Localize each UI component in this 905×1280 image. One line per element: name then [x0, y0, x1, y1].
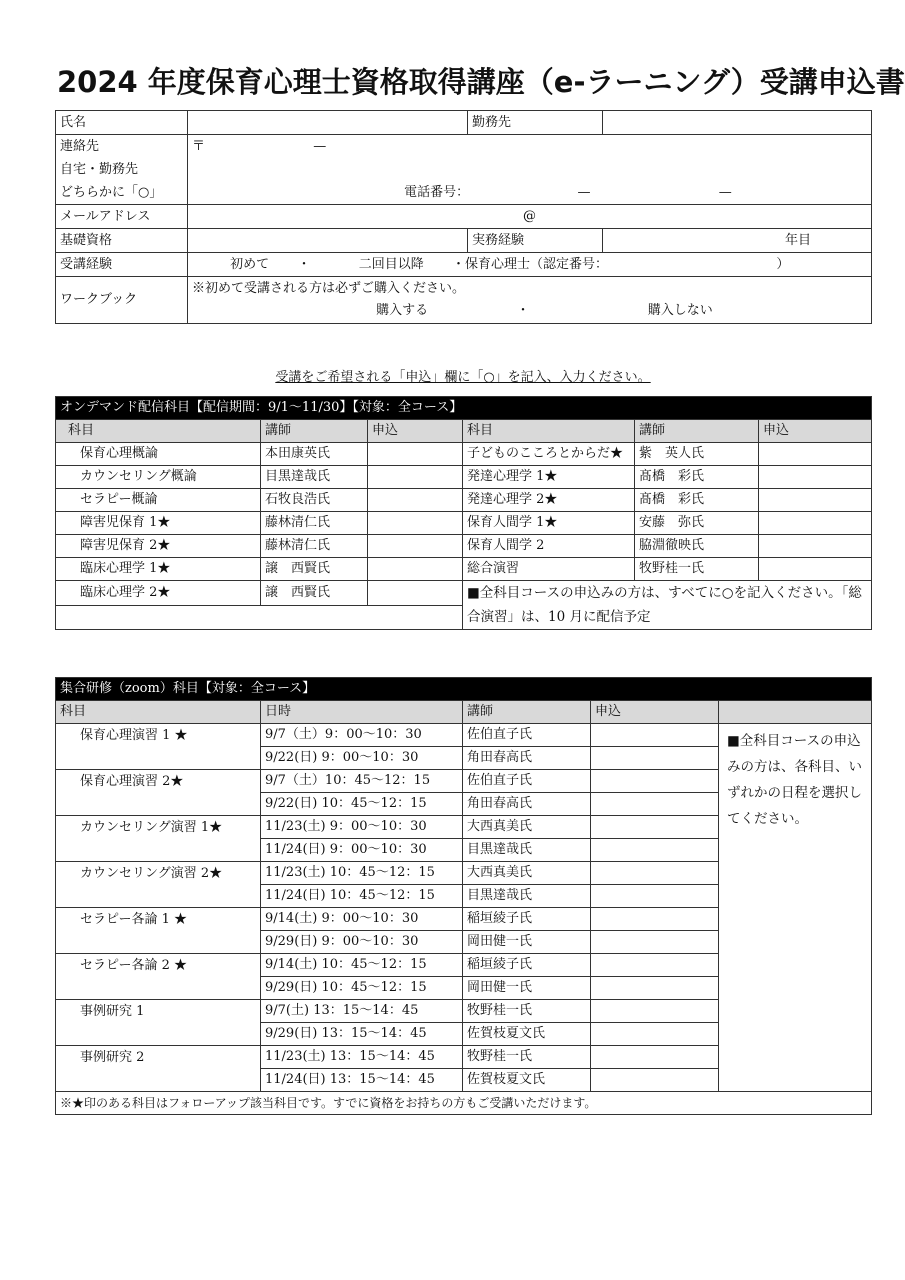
teacher-cell: 目黒達哉氏 — [261, 466, 368, 489]
teacher-cell: 佐伯直子氏 — [463, 770, 591, 793]
zoom-col-date: 日時 — [261, 701, 463, 724]
table-row — [56, 535, 872, 558]
name-label: 氏名 — [56, 111, 188, 135]
apply-cell[interactable] — [591, 1046, 719, 1069]
date-cell: 9/22(日) 10：45～12：15 — [261, 793, 463, 816]
teacher-cell: 岡田健一氏 — [463, 931, 591, 954]
address-field[interactable] — [188, 158, 872, 181]
teacher-cell: 佐賀枝夏文氏 — [463, 1069, 591, 1092]
subject-cell: 臨床心理学 2★ — [56, 581, 261, 606]
teacher-cell: 牧野桂一氏 — [463, 1000, 591, 1023]
history-separator: ・ — [297, 256, 311, 272]
table-row — [56, 724, 872, 747]
apply-cell[interactable] — [368, 512, 463, 535]
practice-experience-label: 実務経験 — [468, 229, 603, 253]
apply-cell[interactable] — [368, 466, 463, 489]
teacher-cell: 大西真美氏 — [463, 862, 591, 885]
teacher-cell: 佐伯直子氏 — [463, 724, 591, 747]
table-row — [56, 443, 872, 466]
apply-cell[interactable] — [591, 885, 719, 908]
teacher-cell: 角田春高氏 — [463, 793, 591, 816]
subject-cell: 子どものこころとからだ★ — [463, 443, 635, 466]
ondemand-col-subject-2: 科目 — [463, 420, 635, 443]
apply-cell[interactable] — [591, 954, 719, 977]
workbook-note: ※初めて受講される方は必ずご購入ください。 — [192, 281, 466, 296]
date-cell: 9/7（土）10：45～12：15 — [261, 770, 463, 793]
date-cell: 9/7(土) 13：15～14：45 — [261, 1000, 463, 1023]
table-row — [56, 581, 872, 606]
date-cell: 9/29(日) 10：45～12：15 — [261, 977, 463, 1000]
zoom-col-blank — [719, 701, 872, 724]
history-second-option[interactable]: 二回目以降 — [358, 256, 424, 272]
zoom-table — [55, 677, 872, 1115]
apply-cell[interactable] — [591, 793, 719, 816]
phone-dash-2: — — [718, 184, 732, 200]
teacher-cell: 稲垣綾子氏 — [463, 954, 591, 977]
subject-cell: 障害児保育 2★ — [56, 535, 261, 558]
teacher-cell: 牧野桂一氏 — [635, 558, 759, 581]
apply-cell[interactable] — [759, 443, 872, 466]
date-cell: 11/24(日) 9：00～10：30 — [261, 839, 463, 862]
subject-cell: 臨床心理学 1★ — [56, 558, 261, 581]
email-field[interactable] — [188, 205, 872, 229]
table-row — [56, 558, 872, 581]
teacher-cell: 岡田健一氏 — [463, 977, 591, 1000]
apply-cell[interactable] — [591, 747, 719, 770]
apply-cell[interactable] — [591, 816, 719, 839]
empty-cell — [56, 605, 463, 630]
email-label: メールアドレス — [56, 205, 188, 229]
date-cell: 9/22(日) 9：00～10：30 — [261, 747, 463, 770]
ondemand-col-apply: 申込 — [368, 420, 463, 443]
teacher-cell: 牧野桂一氏 — [463, 1046, 591, 1069]
apply-cell[interactable] — [759, 558, 872, 581]
apply-cell[interactable] — [591, 977, 719, 1000]
subject-cell: 発達心理学 2★ — [463, 489, 635, 512]
apply-cell[interactable] — [591, 862, 719, 885]
apply-cell[interactable] — [759, 489, 872, 512]
subject-cell: 保育心理概論 — [56, 443, 261, 466]
zoom-header: 集合研修（zoom）科目【対象：全コース】 — [56, 678, 872, 701]
apply-cell[interactable] — [759, 466, 872, 489]
subject-cell: セラピー各論 2 ★ — [56, 954, 261, 1000]
date-cell: 11/23(土) 9：00～10：30 — [261, 816, 463, 839]
postal-mark: 〒 — [192, 138, 206, 154]
basic-qualification-field[interactable] — [188, 229, 468, 253]
phone-label: 電話番号： — [404, 184, 470, 200]
date-cell: 11/24(日) 10：45～12：15 — [261, 885, 463, 908]
table-row — [56, 466, 872, 489]
ondemand-header: オンデマンド配信科目【配信期間：9/1～11/30】【対象：全コース】 — [56, 397, 872, 420]
page-title: 2024 年度保育心理士資格取得講座（e-ラーニング）受講申込書 — [57, 65, 905, 99]
history-close-paren: ） — [776, 256, 790, 272]
apply-cell[interactable] — [368, 535, 463, 558]
history-options[interactable] — [188, 253, 872, 277]
subject-cell: 総合演習 — [463, 558, 635, 581]
teacher-cell: 角田春高氏 — [463, 747, 591, 770]
teacher-cell: 藤林清仁氏 — [261, 535, 368, 558]
date-cell: 11/23(土) 10：45～12：15 — [261, 862, 463, 885]
teacher-cell: 髙橋 彩氏 — [635, 489, 759, 512]
postal-dash: — — [313, 138, 327, 154]
teacher-cell: 譲 西賢氏 — [261, 558, 368, 581]
workbook-separator: ・ — [516, 303, 530, 318]
workplace-field[interactable] — [603, 111, 872, 135]
phone-dash-1: — — [577, 184, 591, 200]
apply-cell[interactable] — [368, 443, 463, 466]
subject-cell: カウンセリング演習 2★ — [56, 862, 261, 908]
history-first-option[interactable]: 初めて — [230, 256, 270, 272]
workbook-buy-option[interactable]: 購入する — [376, 303, 429, 318]
ondemand-all-course-note: ■全科目コースの申込みの方は、すべてに○を記入ください。「総合演習」は、10 月に配信予定 — [463, 581, 872, 630]
date-cell: 9/7（土）9：00～10：30 — [261, 724, 463, 747]
apply-cell[interactable] — [591, 1069, 719, 1092]
date-cell: 9/29(日) 9：00～10：30 — [261, 931, 463, 954]
teacher-cell: 脇淵徹映氏 — [635, 535, 759, 558]
apply-cell[interactable] — [591, 770, 719, 793]
teacher-cell: 藤林清仁氏 — [261, 512, 368, 535]
workbook-label: ワークブック — [56, 277, 188, 324]
teacher-cell: 大西真美氏 — [463, 816, 591, 839]
apply-cell[interactable] — [591, 1000, 719, 1023]
teacher-cell: 目黒達哉氏 — [463, 839, 591, 862]
subject-cell: 保育心理演習 2★ — [56, 770, 261, 816]
teacher-cell: 目黒達哉氏 — [463, 885, 591, 908]
apply-cell[interactable] — [368, 558, 463, 581]
teacher-cell: 佐賀枝夏文氏 — [463, 1023, 591, 1046]
date-cell: 9/14(土) 10：45～12：15 — [261, 954, 463, 977]
apply-cell[interactable] — [368, 581, 463, 606]
ondemand-table — [55, 396, 872, 630]
subject-cell: 事例研究 1 — [56, 1000, 261, 1046]
apply-cell[interactable] — [759, 535, 872, 558]
zoom-col-teacher: 講師 — [463, 701, 591, 724]
apply-cell[interactable] — [591, 1023, 719, 1046]
workbook-options — [188, 277, 872, 324]
subject-cell: 障害児保育 1★ — [56, 512, 261, 535]
name-field[interactable] — [188, 111, 468, 135]
subject-cell: 保育心理演習 1 ★ — [56, 724, 261, 770]
instruction-note: 受講をご希望される「申込」欄に「○」を記入、入力ください。 — [275, 370, 651, 385]
teacher-cell: 安藤 弥氏 — [635, 512, 759, 535]
apply-cell[interactable] — [591, 908, 719, 931]
email-at: @ — [523, 208, 536, 224]
basic-qualification-label: 基礎資格 — [56, 229, 188, 253]
teacher-cell: 石牧良浩氏 — [261, 489, 368, 512]
subject-cell: 事例研究 2 — [56, 1046, 261, 1092]
subject-cell: セラピー各論 1 ★ — [56, 908, 261, 954]
subject-cell: 保育人間学 1★ — [463, 512, 635, 535]
subject-cell: 発達心理学 1★ — [463, 466, 635, 489]
ondemand-col-apply-2: 申込 — [759, 420, 872, 443]
date-cell: 9/29(日) 13：15～14：45 — [261, 1023, 463, 1046]
teacher-cell: 譲 西賢氏 — [261, 581, 368, 606]
phone-field[interactable] — [188, 181, 872, 205]
applicant-table — [55, 110, 872, 324]
table-row — [56, 489, 872, 512]
zoom-side-note: ■全科目コースの申込みの方は、各科目、いずれかの日程を選択してください。 — [719, 724, 872, 1092]
ondemand-col-teacher-2: 講師 — [635, 420, 759, 443]
apply-cell[interactable] — [591, 724, 719, 747]
workplace-label: 勤務先 — [468, 111, 603, 135]
zoom-col-apply: 申込 — [591, 701, 719, 724]
zoom-col-subject: 科目 — [56, 701, 261, 724]
contact-label: 連絡先 — [56, 135, 188, 159]
apply-cell[interactable] — [591, 931, 719, 954]
history-label: 受講経験 — [56, 253, 188, 277]
table-row — [56, 512, 872, 535]
subject-cell: カウンセリング演習 1★ — [56, 816, 261, 862]
postal-code-field[interactable] — [188, 135, 872, 159]
footnote: ※★印のある科目はフォローアップ該当科目です。すでに資格をお持ちの方もご受講いただけます。 — [56, 1092, 872, 1115]
apply-cell[interactable] — [759, 512, 872, 535]
teacher-cell: 本田康英氏 — [261, 443, 368, 466]
subject-cell: 保育人間学 2 — [463, 535, 635, 558]
date-cell: 11/24(日) 13：15～14：45 — [261, 1069, 463, 1092]
teacher-cell: 紫 英人氏 — [635, 443, 759, 466]
teacher-cell: 髙橋 彩氏 — [635, 466, 759, 489]
practice-unit: 年目 — [784, 232, 811, 248]
ondemand-col-teacher: 講師 — [261, 420, 368, 443]
date-cell: 11/23(土) 13：15～14：45 — [261, 1046, 463, 1069]
history-certified-option[interactable]: ・保育心理士（認定番号： — [452, 256, 609, 272]
contact-label-3: どちらかに「○」 — [56, 181, 188, 205]
teacher-cell: 稲垣綾子氏 — [463, 908, 591, 931]
subject-cell: カウンセリング概論 — [56, 466, 261, 489]
date-cell: 9/14(土) 9：00～10：30 — [261, 908, 463, 931]
ondemand-col-subject: 科目 — [56, 420, 261, 443]
contact-label-2: 自宅・勤務先 — [56, 158, 188, 181]
workbook-no-buy-option[interactable]: 購入しない — [647, 303, 713, 318]
apply-cell[interactable] — [591, 839, 719, 862]
apply-cell[interactable] — [368, 489, 463, 512]
practice-experience-field[interactable] — [603, 229, 872, 253]
subject-cell: セラピー概論 — [56, 489, 261, 512]
